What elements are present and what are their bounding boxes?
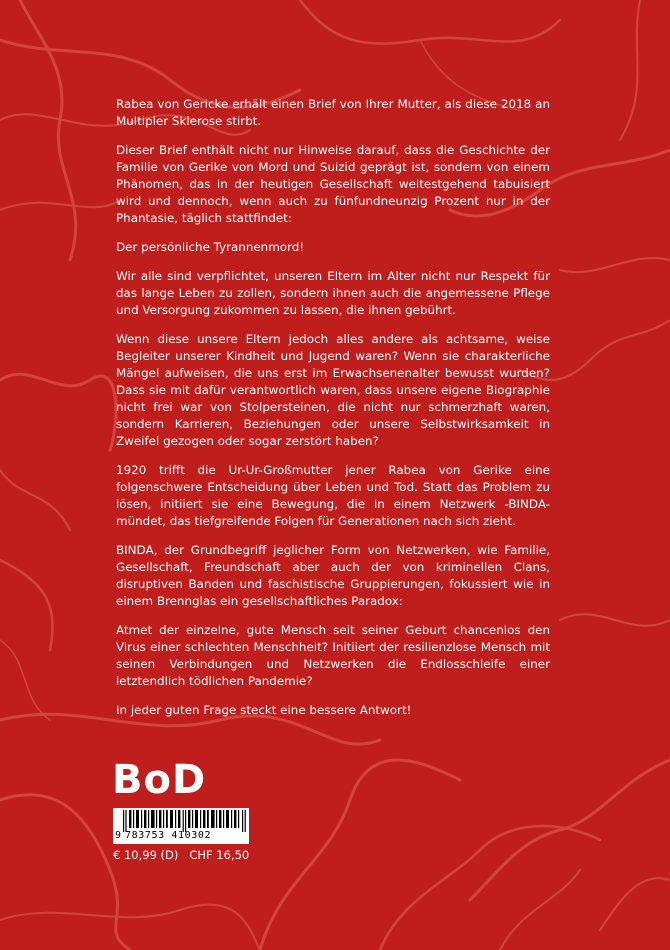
paragraph: Wenn diese unsere Eltern jedoch alles andere als achtsame, weise Begleiter unserer Kindheit und Jugend waren? Wenn sie charakterliche Mängel aufweisen, die uns erst im Erwachsenenalter bewusst wurden? Dass sie mit dafür verantwortlich waren, dass unsere eigene Biographie nicht frei war von Stolpersteinen, die nicht nur schmerzhaft waren, sondern Karrieren, Beziehungen oder unsere Selbstwirksamkeit in Zweifel gezogen oder sogar zerstört haben? <box>116 332 550 448</box>
paragraph: In jeder guten Frage steckt eine bessere Antwort! <box>116 703 412 717</box>
isbn-number: 783753 410302 <box>125 830 212 841</box>
paragraph: Der persönliche Tyrannenmord! <box>116 240 305 254</box>
paragraph: Wir alle sind verpflichtet, unseren Eltern im Alter nicht nur Respekt für das lange Leben zu zollen, sondern ihnen auch die angemessene Pflege und Versorgung zukommen zu lassen, die ihnen gebührt. <box>116 269 550 317</box>
paragraph: Rabea von Gericke erhält einen Brief von Ihrer Mutter, als diese 2018 an Multipler Sklerose stirbt. <box>116 97 550 128</box>
paragraph: 1920 trifft die Ur-Ur-Großmutter jener Rabea von Gerike eine folgenschwere Entscheidung über Leben und Tod. Statt das Problem zu lösen, initiiert sie eine Bewegung, die in einem Netzwerk -BINDA- mündet, das tiefgreifende Folgen für Generationen nach sich zieht. <box>116 463 550 528</box>
paragraph: Atmet der einzelne, gute Mensch seit seiner Geburt chancenlos den Virus einer schlechten Menschheit? Initiiert der resilienzlose Mensch mit seinen Verbindungen und Netzwerken die Endlosschleife einer letztendlich tödlichen Pandemie? <box>116 623 550 688</box>
paragraph: BINDA, der Grundbegriff jeglicher Form von Netzwerken, wie Familie, Gesellschaft, Freundschaft aber auch der von kriminellen Clans, disruptiven Banden und faschistische Gruppierungen, fokussiert wie in einem Brennglas ein gesellschaftliches Paradox: <box>116 543 550 608</box>
isbn-barcode <box>113 808 249 844</box>
barcode-bars-icon <box>123 810 247 832</box>
price-line: € 10,99 (D) CHF 16,50 <box>113 848 250 862</box>
paragraph: Dieser Brief enthält nicht nur Hinweise darauf, dass die Geschichte der Familie von Gerike von Mord und Suizid geprägt ist, sondern von einem Phänomen, das in der heutigen Gesellschaft weitestgehend tabuisiert wird und dennoch, wenn auch zu fünfundneunzig Prozent nur in der Phantasie, täglich stattfindet: <box>116 143 550 225</box>
isbn-first-digit: 9 <box>115 830 122 841</box>
back-cover-text <box>116 96 550 731</box>
publisher-logo: BoD <box>112 757 207 803</box>
